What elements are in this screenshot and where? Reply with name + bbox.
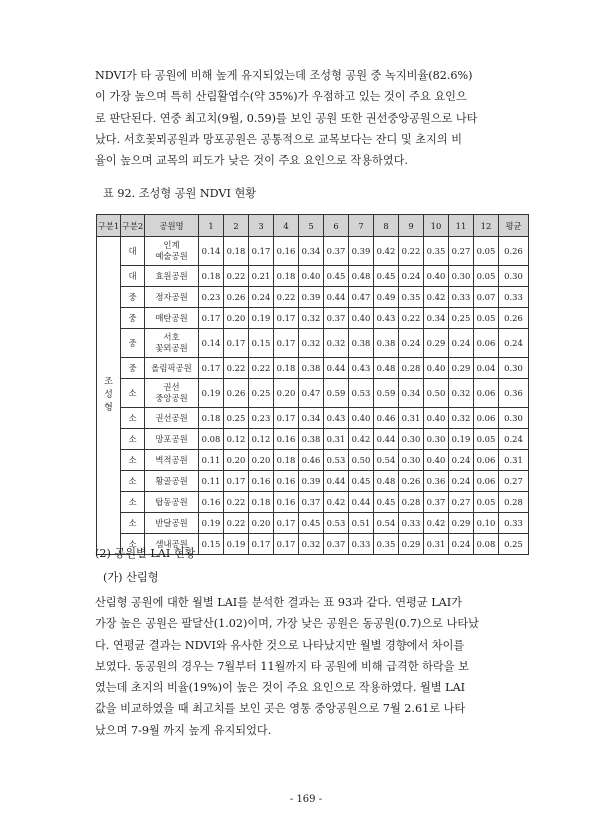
size-category-cell: 소 [121, 450, 145, 471]
value-cell: 0.06 [474, 329, 499, 358]
value-cell: 0.36 [499, 379, 529, 408]
value-cell: 0.33 [399, 513, 424, 534]
lai-paragraph [95, 592, 527, 741]
value-cell: 0.45 [299, 513, 324, 534]
table-row [97, 266, 529, 287]
size-category-cell: 중 [121, 287, 145, 308]
column-header: 7 [349, 215, 374, 237]
value-cell: 0.17 [274, 513, 299, 534]
section-heading: (2) 공원별 LAI 현황 [95, 547, 196, 560]
value-cell: 0.17 [274, 329, 299, 358]
value-cell: 0.50 [349, 450, 374, 471]
paragraph-line: 다. 연평균 결과는 NDVI와 유사한 것으로 나타났지만 월별 경향에서 차이를 [95, 638, 465, 652]
park-name-line: 샘내공원 [155, 538, 188, 549]
value-cell: 0.15 [199, 534, 224, 555]
value-cell: 0.25 [499, 534, 529, 555]
value-cell: 0.24 [249, 287, 274, 308]
park-name-cell [145, 429, 199, 450]
value-cell: 0.35 [374, 534, 399, 555]
value-cell: 0.30 [499, 358, 529, 379]
value-cell: 0.39 [349, 237, 374, 266]
column-header: 구분2 [121, 215, 145, 237]
value-cell: 0.34 [299, 237, 324, 266]
value-cell: 0.14 [199, 237, 224, 266]
value-cell: 0.22 [224, 513, 249, 534]
value-cell: 0.40 [349, 308, 374, 329]
value-cell: 0.34 [424, 308, 449, 329]
value-cell: 0.05 [474, 429, 499, 450]
value-cell: 0.45 [374, 492, 399, 513]
value-cell: 0.26 [224, 287, 249, 308]
park-name-line: 황골공원 [155, 475, 188, 486]
size-category-cell: 소 [121, 492, 145, 513]
value-cell: 0.54 [374, 450, 399, 471]
value-cell: 0.20 [249, 513, 274, 534]
value-cell: 0.44 [349, 492, 374, 513]
park-name-line: 권선 [163, 382, 180, 392]
value-cell: 0.18 [224, 237, 249, 266]
value-cell: 0.53 [349, 379, 374, 408]
value-cell: 0.43 [374, 308, 399, 329]
paragraph-line: NDVI가 타 공원에 비해 높게 유지되었는데 조성형 공원 중 녹지비율(82.6%) [95, 69, 473, 82]
park-name-line: 벽적공원 [155, 454, 188, 465]
column-header: 12 [474, 215, 499, 237]
value-cell: 0.17 [274, 308, 299, 329]
value-cell: 0.19 [224, 534, 249, 555]
paragraph-line: 가장 높은 공원은 팔달산(1.02)이며, 가장 낮은 공원은 동공원(0.7)으로 나타났 [95, 617, 479, 631]
value-cell: 0.47 [299, 379, 324, 408]
table-row [97, 358, 529, 379]
value-cell: 0.33 [499, 513, 529, 534]
value-cell: 0.27 [449, 237, 474, 266]
value-cell: 0.42 [374, 237, 399, 266]
size-category-cell: 중 [121, 308, 145, 329]
value-cell: 0.53 [324, 450, 349, 471]
value-cell: 0.12 [224, 429, 249, 450]
park-name-line: 권선공원 [155, 412, 188, 423]
value-cell: 0.16 [199, 492, 224, 513]
value-cell: 0.43 [324, 408, 349, 429]
value-cell: 0.12 [249, 429, 274, 450]
value-cell: 0.37 [299, 492, 324, 513]
value-cell: 0.46 [299, 450, 324, 471]
park-name-line: 매탄공원 [155, 312, 188, 323]
value-cell: 0.17 [224, 329, 249, 358]
value-cell: 0.18 [249, 492, 274, 513]
value-cell: 0.24 [449, 450, 474, 471]
value-cell: 0.59 [374, 379, 399, 408]
park-name-line: 예술공원 [155, 251, 188, 261]
value-cell: 0.16 [274, 429, 299, 450]
value-cell: 0.22 [249, 358, 274, 379]
value-cell: 0.40 [424, 450, 449, 471]
column-header: 구분1 [97, 215, 121, 237]
value-cell: 0.18 [274, 450, 299, 471]
value-cell: 0.32 [449, 408, 474, 429]
table-caption: 표 92. 조성형 공원 NDVI 현황 [103, 187, 257, 200]
value-cell: 0.29 [424, 329, 449, 358]
park-name-cell [145, 358, 199, 379]
column-header: 공원명 [145, 215, 199, 237]
park-name-line: 반달공원 [155, 517, 188, 528]
table-row [97, 379, 529, 408]
value-cell: 0.07 [474, 287, 499, 308]
table-row [97, 492, 529, 513]
subsection-heading: (가) 산림형 [103, 571, 159, 584]
value-cell: 0.35 [424, 237, 449, 266]
value-cell: 0.30 [499, 266, 529, 287]
value-cell: 0.26 [499, 237, 529, 266]
value-cell: 0.22 [224, 492, 249, 513]
value-cell: 0.34 [299, 408, 324, 429]
park-name-line: 꽃뫼공원 [155, 343, 188, 353]
size-category-cell: 소 [121, 429, 145, 450]
value-cell: 0.43 [349, 358, 374, 379]
value-cell: 0.20 [224, 308, 249, 329]
value-cell: 0.16 [274, 492, 299, 513]
value-cell: 0.05 [474, 266, 499, 287]
value-cell: 0.06 [474, 379, 499, 408]
value-cell: 0.40 [424, 358, 449, 379]
value-cell: 0.17 [224, 471, 249, 492]
size-category-cell: 소 [121, 513, 145, 534]
value-cell: 0.04 [474, 358, 499, 379]
group-label: 조 성 형 [104, 377, 113, 413]
value-cell: 0.33 [449, 287, 474, 308]
park-name-cell [145, 329, 199, 358]
park-name-line: 인계 [163, 240, 180, 250]
value-cell: 0.39 [299, 287, 324, 308]
value-cell: 0.24 [399, 266, 424, 287]
park-name-cell [145, 471, 199, 492]
value-cell: 0.44 [324, 287, 349, 308]
value-cell: 0.44 [324, 471, 349, 492]
park-name-cell [145, 513, 199, 534]
value-cell: 0.18 [274, 266, 299, 287]
value-cell: 0.10 [474, 513, 499, 534]
value-cell: 0.31 [499, 450, 529, 471]
value-cell: 0.26 [399, 471, 424, 492]
table-row [97, 329, 529, 358]
paragraph-line: 났다. 서호꽃뫼공원과 망포공원은 공통적으로 교목보다는 잔디 및 초지의 비 [95, 132, 463, 146]
value-cell: 0.40 [299, 266, 324, 287]
park-name-cell [145, 287, 199, 308]
value-cell: 0.48 [349, 266, 374, 287]
park-name-line: 효원공원 [155, 270, 188, 281]
park-name-line: 정자공원 [155, 291, 188, 302]
value-cell: 0.05 [474, 308, 499, 329]
park-name-cell [145, 237, 199, 266]
value-cell: 0.32 [449, 379, 474, 408]
size-category-cell: 소 [121, 379, 145, 408]
column-header: 4 [274, 215, 299, 237]
size-category-cell: 중 [121, 329, 145, 358]
value-cell: 0.17 [274, 408, 299, 429]
value-cell: 0.54 [374, 513, 399, 534]
value-cell: 0.27 [499, 471, 529, 492]
value-cell: 0.25 [249, 379, 274, 408]
value-cell: 0.38 [299, 358, 324, 379]
value-cell: 0.14 [199, 329, 224, 358]
value-cell: 0.17 [249, 534, 274, 555]
park-name-line: 올림픽공원 [151, 362, 192, 373]
size-category-cell: 대 [121, 266, 145, 287]
value-cell: 0.40 [424, 408, 449, 429]
value-cell: 0.33 [499, 287, 529, 308]
park-name-cell [145, 308, 199, 329]
park-name-cell [145, 492, 199, 513]
table-row [97, 513, 529, 534]
table-header-row [97, 215, 529, 237]
value-cell: 0.37 [424, 492, 449, 513]
value-cell: 0.46 [374, 408, 399, 429]
value-cell: 0.19 [449, 429, 474, 450]
size-category-cell: 중 [121, 358, 145, 379]
value-cell: 0.19 [249, 308, 274, 329]
value-cell: 0.30 [449, 266, 474, 287]
value-cell: 0.32 [299, 534, 324, 555]
column-header: 1 [199, 215, 224, 237]
column-header: 평균 [499, 215, 529, 237]
column-header: 10 [424, 215, 449, 237]
value-cell: 0.51 [349, 513, 374, 534]
value-cell: 0.48 [374, 471, 399, 492]
column-header: 6 [324, 215, 349, 237]
value-cell: 0.22 [274, 287, 299, 308]
value-cell: 0.22 [399, 308, 424, 329]
value-cell: 0.37 [324, 308, 349, 329]
park-name-cell [145, 266, 199, 287]
value-cell: 0.42 [349, 429, 374, 450]
column-header: 8 [374, 215, 399, 237]
value-cell: 0.23 [199, 287, 224, 308]
park-name-line: 서호 [163, 332, 180, 342]
value-cell: 0.06 [474, 408, 499, 429]
intro-paragraph [95, 65, 527, 171]
value-cell: 0.30 [399, 450, 424, 471]
value-cell: 0.19 [199, 513, 224, 534]
value-cell: 0.16 [249, 471, 274, 492]
value-cell: 0.06 [474, 471, 499, 492]
value-cell: 0.29 [399, 534, 424, 555]
value-cell: 0.45 [349, 471, 374, 492]
park-name-line: 망포공원 [155, 433, 188, 444]
value-cell: 0.38 [374, 329, 399, 358]
value-cell: 0.17 [199, 358, 224, 379]
value-cell: 0.05 [474, 237, 499, 266]
value-cell: 0.17 [199, 308, 224, 329]
paragraph-line: 보였다. 동공원의 경우는 7월부터 11월까지 타 공원에 비해 급격한 하락을 보 [95, 659, 469, 673]
value-cell: 0.27 [449, 492, 474, 513]
value-cell: 0.24 [449, 534, 474, 555]
value-cell: 0.42 [424, 513, 449, 534]
value-cell: 0.06 [474, 450, 499, 471]
value-cell: 0.28 [399, 492, 424, 513]
park-name-cell [145, 379, 199, 408]
value-cell: 0.08 [474, 534, 499, 555]
value-cell: 0.44 [374, 429, 399, 450]
value-cell: 0.30 [499, 408, 529, 429]
value-cell: 0.11 [199, 450, 224, 471]
value-cell: 0.15 [249, 329, 274, 358]
value-cell: 0.40 [349, 408, 374, 429]
value-cell: 0.30 [424, 429, 449, 450]
column-header: 11 [449, 215, 474, 237]
value-cell: 0.29 [449, 513, 474, 534]
value-cell: 0.36 [424, 471, 449, 492]
value-cell: 0.42 [324, 492, 349, 513]
value-cell: 0.08 [199, 429, 224, 450]
value-cell: 0.34 [399, 379, 424, 408]
value-cell: 0.20 [249, 450, 274, 471]
paragraph-line: 율이 높으며 교목의 피도가 낮은 것이 주요 요인으로 작용하였다. [95, 154, 408, 168]
paragraph-line: 값을 비교하였을 때 최고치를 보인 곳은 영통 중앙공원으로 7월 2.61로 나타 [95, 702, 466, 716]
value-cell: 0.16 [274, 471, 299, 492]
value-cell: 0.17 [274, 534, 299, 555]
table-row [97, 408, 529, 429]
value-cell: 0.31 [399, 408, 424, 429]
value-cell: 0.23 [249, 408, 274, 429]
paragraph-line: 였는데 초지의 비율(19%)이 높은 것이 주요 요인으로 작용하였다. 월별 LAI [95, 681, 466, 695]
value-cell: 0.49 [374, 287, 399, 308]
column-header: 2 [224, 215, 249, 237]
table-row [97, 450, 529, 471]
value-cell: 0.42 [424, 287, 449, 308]
value-cell: 0.22 [224, 358, 249, 379]
value-cell: 0.24 [399, 329, 424, 358]
value-cell: 0.32 [324, 329, 349, 358]
value-cell: 0.47 [349, 287, 374, 308]
value-cell: 0.32 [299, 329, 324, 358]
park-name-line: 중앙공원 [155, 393, 188, 403]
value-cell: 0.30 [399, 429, 424, 450]
value-cell: 0.20 [274, 379, 299, 408]
value-cell: 0.24 [499, 329, 529, 358]
value-cell: 0.37 [324, 534, 349, 555]
value-cell: 0.33 [349, 534, 374, 555]
value-cell: 0.37 [324, 237, 349, 266]
paragraph-line: 났으며 7-9월 까지 높게 유지되었다. [95, 723, 272, 737]
paragraph-line: 이 가장 높으며 특히 산림활엽수(약 35%)가 우점하고 있는 것이 주요 요인으 [95, 90, 467, 104]
column-header: 9 [399, 215, 424, 237]
paragraph-line: 산림형 공원에 대한 월별 LAI를 분석한 결과는 표 93과 같다. 연평균 LAI가 [95, 596, 462, 609]
park-name-line: 탑동공원 [155, 496, 188, 507]
value-cell: 0.25 [449, 308, 474, 329]
value-cell: 0.48 [374, 358, 399, 379]
value-cell: 0.59 [324, 379, 349, 408]
table-row [97, 471, 529, 492]
group-label-cell [97, 237, 121, 555]
paragraph-line: 로 판단된다. 연중 최고치(9월, 0.59)를 보인 공원 또한 권선중앙공원으로 나타 [95, 111, 478, 125]
value-cell: 0.45 [324, 266, 349, 287]
value-cell: 0.22 [224, 266, 249, 287]
value-cell: 0.11 [199, 471, 224, 492]
value-cell: 0.25 [224, 408, 249, 429]
value-cell: 0.24 [499, 429, 529, 450]
table-row [97, 308, 529, 329]
value-cell: 0.18 [199, 408, 224, 429]
table-row [97, 429, 529, 450]
column-header: 5 [299, 215, 324, 237]
value-cell: 0.35 [399, 287, 424, 308]
value-cell: 0.28 [399, 358, 424, 379]
value-cell: 0.29 [449, 358, 474, 379]
value-cell: 0.38 [299, 429, 324, 450]
value-cell: 0.22 [399, 237, 424, 266]
column-header: 3 [249, 215, 274, 237]
value-cell: 0.44 [324, 358, 349, 379]
value-cell: 0.32 [299, 308, 324, 329]
value-cell: 0.28 [499, 492, 529, 513]
value-cell: 0.31 [424, 534, 449, 555]
value-cell: 0.38 [349, 329, 374, 358]
value-cell: 0.17 [249, 237, 274, 266]
value-cell: 0.24 [449, 471, 474, 492]
value-cell: 0.19 [199, 379, 224, 408]
value-cell: 0.40 [424, 266, 449, 287]
value-cell: 0.24 [449, 329, 474, 358]
value-cell: 0.39 [299, 471, 324, 492]
table-row [97, 287, 529, 308]
value-cell: 0.26 [224, 379, 249, 408]
value-cell: 0.45 [374, 266, 399, 287]
value-cell: 0.53 [324, 513, 349, 534]
table-row [97, 237, 529, 266]
value-cell: 0.26 [499, 308, 529, 329]
value-cell: 0.16 [274, 237, 299, 266]
value-cell: 0.21 [249, 266, 274, 287]
value-cell: 0.31 [324, 429, 349, 450]
value-cell: 0.20 [224, 450, 249, 471]
park-name-cell [145, 450, 199, 471]
size-category-cell: 대 [121, 237, 145, 266]
value-cell: 0.18 [199, 266, 224, 287]
value-cell: 0.05 [474, 492, 499, 513]
ndvi-table [96, 214, 529, 555]
park-name-cell [145, 408, 199, 429]
value-cell: 0.18 [274, 358, 299, 379]
size-category-cell: 소 [121, 471, 145, 492]
size-category-cell: 소 [121, 408, 145, 429]
value-cell: 0.50 [424, 379, 449, 408]
page-number: - 169 - [289, 794, 323, 805]
size-category-cell: 소 [121, 534, 145, 555]
